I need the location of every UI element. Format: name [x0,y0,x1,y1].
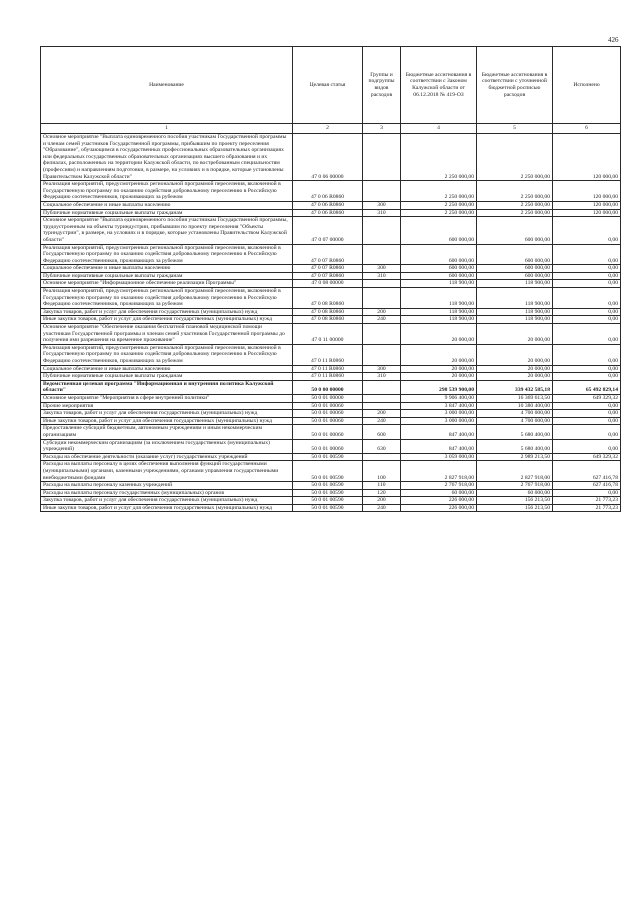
table-row [41,316,621,324]
executed-amount: 21 773,23 [553,504,621,512]
law-amount: 118 900,00 [401,288,477,309]
table-row [41,308,621,316]
table-row [41,497,621,505]
row-name: Расходы на выплаты персоналу государственных (муниципальных) органов [41,489,293,497]
table-row [41,417,621,425]
executed-amount: 0,00 [553,489,621,497]
table-row [41,453,621,461]
row-name: Реализация мероприятий, предусмотренных региональной программой переселения, включенной в Государственную программу по оказанию содействия добровольному переселению в Российскую Федерацию соотечественников, проживающих за рубежом [41,244,293,265]
law-amount: 20 000,00 [401,344,477,365]
executed-amount: 0,00 [553,308,621,316]
revised-amount: 600 000,00 [477,272,553,280]
revised-amount: 118 900,00 [477,288,553,309]
revised-amount: 118 900,00 [477,316,553,324]
expense-group [363,402,401,410]
table-row [41,209,621,217]
executed-amount: 0,00 [553,244,621,265]
table-row [41,344,621,365]
law-amount: 3 059 000,00 [401,453,477,461]
executed-amount: 120 000,00 [553,209,621,217]
expense-group [363,280,401,288]
expense-group [363,324,401,345]
revised-amount: 600 000,00 [477,244,553,265]
law-amount: 847 400,00 [401,425,477,439]
target-code: 47 0 07 R0860 [293,272,363,280]
row-name: Прочие мероприятия [41,402,293,410]
expense-group: 110 [363,482,401,490]
header-cell: Группы и подгруппы видов расходов [363,47,401,124]
law-amount: 3 000 000,00 [401,417,477,425]
target-code: 50 0 01 00060 [293,417,363,425]
target-code: 47 0 07 R0860 [293,265,363,273]
law-amount: 20 000,00 [401,324,477,345]
revised-amount: 600 000,00 [477,265,553,273]
expense-group: 310 [363,209,401,217]
table-row [41,461,621,482]
column-number: 3 [363,124,401,134]
target-code: 50 0 01 00060 [293,425,363,439]
row-name: Основное мероприятие "Информационное обеспечение реализации Программы" [41,280,293,288]
target-code: 47 0 08 R0860 [293,308,363,316]
table-row [41,489,621,497]
law-amount: 2 250 000,00 [401,201,477,209]
executed-amount: 65 492 829,14 [553,380,621,394]
page-number: 426 [608,36,619,44]
executed-amount: 0,00 [553,425,621,439]
executed-amount: 649 329,32 [553,453,621,461]
executed-amount: 0,00 [553,288,621,309]
row-name: Предоставление субсидий бюджетным, автономным учреждениям и иным некоммерческим организациям [41,425,293,439]
target-code: 50 0 01 00590 [293,489,363,497]
law-amount: 2 250 000,00 [401,134,477,181]
executed-amount: 0,00 [553,265,621,273]
law-amount: 118 900,00 [401,308,477,316]
executed-amount: 0,00 [553,373,621,381]
table-row [41,365,621,373]
revised-amount: 2 250 000,00 [477,134,553,181]
law-amount: 60 000,00 [401,489,477,497]
row-name: Субсидии некоммерческим организациям (за исключением государственных (муниципальных) учреждений) [41,439,293,453]
law-amount: 118 900,00 [401,280,477,288]
law-amount: 600 000,00 [401,244,477,265]
target-code: 50 0 01 00590 [293,497,363,505]
row-name: Иные закупки товаров, работ и услуг для обеспечения государственных (муниципальных) нужд [41,417,293,425]
header-row [41,47,621,124]
law-amount: 226 000,00 [401,497,477,505]
executed-amount: 0,00 [553,417,621,425]
target-code: 47 0 08 R0860 [293,288,363,309]
executed-amount: 0,00 [553,272,621,280]
revised-amount: 5 680 400,00 [477,425,553,439]
executed-amount: 0,00 [553,316,621,324]
table-row [41,181,621,202]
law-amount: 3 000 000,00 [401,410,477,418]
column-number-row [41,124,621,134]
revised-amount: 20 000,00 [477,344,553,365]
expense-group: 630 [363,439,401,453]
target-code: 50 0 01 00060 [293,439,363,453]
expense-group: 100 [363,461,401,482]
executed-amount: 0,00 [553,344,621,365]
revised-amount: 20 000,00 [477,365,553,373]
revised-amount: 60 000,00 [477,489,553,497]
executed-amount: 0,00 [553,365,621,373]
column-number: 6 [553,124,621,134]
revised-amount: 2 250 000,00 [477,201,553,209]
budget-table [40,46,621,512]
table-row [41,272,621,280]
revised-amount: 2 989 213,50 [477,453,553,461]
table-row [41,410,621,418]
expense-group [363,453,401,461]
column-number: 1 [41,124,293,134]
row-name: Социальное обеспечение и иные выплаты населению [41,265,293,273]
target-code: 47 0 11 R0860 [293,373,363,381]
law-amount: 600 000,00 [401,217,477,244]
table-row [41,280,621,288]
expense-group: 200 [363,497,401,505]
executed-amount: 21 773,23 [553,497,621,505]
row-name: Реализация мероприятий, предусмотренных региональной программой переселения, включенной в Государственную программу по оказанию содействия добровольному переселению в Российскую Федерацию соотечественников, проживающих за рубежом [41,181,293,202]
table-row [41,324,621,345]
expense-group: 200 [363,410,401,418]
revised-amount: 20 000,00 [477,373,553,381]
target-code: 47 0 06 00000 [293,134,363,181]
table-row [41,373,621,381]
executed-amount: 120 000,00 [553,201,621,209]
expense-group: 310 [363,272,401,280]
table-row [41,439,621,453]
expense-group [363,217,401,244]
header-cell: Целевая статья [293,47,363,124]
table-row [41,380,621,394]
target-code: 50 0 01 00590 [293,453,363,461]
law-amount: 2 767 918,00 [401,482,477,490]
expense-group [363,380,401,394]
target-code: 47 0 06 R0860 [293,201,363,209]
column-number: 2 [293,124,363,134]
law-amount: 2 250 000,00 [401,181,477,202]
row-name: Основное мероприятие "Выплата единовременного пособия участникам Государственной программы и членам семей участников Государственной программы, прибывшим по проекту переселения "Образование", обучающимся в государственных профессиональных образовательных организациях или федеральных государственных образовательных организациях высшего образования и их филиалах, расположенных на территории Калужской области, по востребованным специальностям (профессиям) и направлениям подготовки, в размере, на условиях и в порядке, которые установлены Правительством Калужской области" [41,134,293,181]
target-code: 50 0 00 00000 [293,380,363,394]
table-row [41,288,621,309]
revised-amount: 2 827 918,00 [477,461,553,482]
row-name: Основное мероприятие "Обеспечение оказания бесплатной плановой медицинской помощи участникам Государственной программы и членам семей участников Государственной программы до получения ими разрешения на временное проживание" [41,324,293,345]
target-code: 47 0 11 00000 [293,324,363,345]
expense-group: 240 [363,417,401,425]
table-body [41,134,621,512]
expense-group: 600 [363,425,401,439]
header-cell: Бюджетные ассигнования в соответствии с уточненной бюджетной росписью расходов [477,47,553,124]
revised-amount: 118 900,00 [477,308,553,316]
expense-group: 240 [363,504,401,512]
row-name: Закупка товаров, работ и услуг для обеспечения государственных (муниципальных) нужд [41,497,293,505]
table-row [41,402,621,410]
law-amount: 847 400,00 [401,439,477,453]
revised-amount: 2 250 000,00 [477,181,553,202]
executed-amount: 627 416,78 [553,461,621,482]
revised-amount: 2 250 000,00 [477,209,553,217]
executed-amount: 627 416,78 [553,482,621,490]
table-row [41,504,621,512]
row-name: Социальное обеспечение и иные выплаты населению [41,201,293,209]
target-code: 50 0 01 00060 [293,410,363,418]
revised-amount: 600 000,00 [477,217,553,244]
column-number: 4 [401,124,477,134]
revised-amount: 156 213,50 [477,504,553,512]
revised-amount: 4 700 000,00 [477,410,553,418]
revised-amount: 156 213,50 [477,497,553,505]
law-amount: 118 900,00 [401,316,477,324]
executed-amount: 0,00 [553,217,621,244]
table-row [41,394,621,402]
expense-group: 240 [363,316,401,324]
expense-group [363,134,401,181]
law-amount: 226 000,00 [401,504,477,512]
row-name: Ведомственная целевая программа "Информационная и внутренняя политика Калужской области" [41,380,293,394]
executed-amount: 0,00 [553,439,621,453]
table-row [41,134,621,181]
executed-amount: 0,00 [553,324,621,345]
law-amount: 600 000,00 [401,265,477,273]
row-name: Реализация мероприятий, предусмотренных региональной программой переселения, включенной в Государственную программу по оказанию содействия добровольному переселению в Российскую Федерацию соотечественников, проживающих за рубежом [41,344,293,365]
row-name: Расходы на обеспечение деятельности (оказание услуг) государственных учреждений [41,453,293,461]
table-row [41,201,621,209]
expense-group [363,288,401,309]
expense-group: 310 [363,373,401,381]
revised-amount: 339 432 585,18 [477,380,553,394]
target-code: 47 0 07 00000 [293,217,363,244]
law-amount: 9 906 400,00 [401,394,477,402]
target-code: 50 0 01 00060 [293,402,363,410]
row-name: Публичные нормативные социальные выплаты гражданам [41,272,293,280]
header-cell: Наименование [41,47,293,124]
expense-group [363,181,401,202]
expense-group: 200 [363,308,401,316]
law-amount: 298 539 900,00 [401,380,477,394]
table-row [41,265,621,273]
row-name: Расходы на выплаты персоналу казенных учреждений [41,482,293,490]
revised-amount: 16 369 613,50 [477,394,553,402]
expense-group: 300 [363,365,401,373]
revised-amount: 5 680 400,00 [477,439,553,453]
law-amount: 2 827 918,00 [401,461,477,482]
executed-amount: 120 000,00 [553,134,621,181]
target-code: 47 0 11 R0860 [293,365,363,373]
law-amount: 20 000,00 [401,365,477,373]
revised-amount: 118 900,00 [477,280,553,288]
header-cell: Исполнено [553,47,621,124]
row-name: Иные закупки товаров, работ и услуг для обеспечения государственных (муниципальных) нужд [41,504,293,512]
table-row [41,217,621,244]
law-amount: 2 250 000,00 [401,209,477,217]
table-row [41,244,621,265]
executed-amount: 120 000,00 [553,181,621,202]
row-name: Закупка товаров, работ и услуг для обеспечения государственных (муниципальных) нужд [41,308,293,316]
revised-amount: 4 700 000,00 [477,417,553,425]
law-amount: 3 847 400,00 [401,402,477,410]
executed-amount: 0,00 [553,410,621,418]
revised-amount: 10 380 400,00 [477,402,553,410]
revised-amount: 2 767 918,00 [477,482,553,490]
row-name: Расходы на выплаты персоналу в целях обеспечения выполнения функций государственными (муниципальными) органами, казенными учреждениями, органами управления государственными внебюджетными фондами [41,461,293,482]
target-code: 47 0 06 R0860 [293,181,363,202]
expense-group: 300 [363,201,401,209]
target-code: 47 0 08 00000 [293,280,363,288]
executed-amount: 0,00 [553,402,621,410]
target-code: 47 0 06 R0860 [293,209,363,217]
expense-group [363,344,401,365]
table-row [41,425,621,439]
row-name: Основное мероприятие "Мероприятия в сфере внутренней политики" [41,394,293,402]
expense-group [363,394,401,402]
revised-amount: 20 000,00 [477,324,553,345]
target-code: 47 0 11 R0860 [293,344,363,365]
row-name: Публичные нормативные социальные выплаты гражданам [41,209,293,217]
target-code: 50 0 01 00590 [293,504,363,512]
row-name: Основное мероприятие "Выплата единовременного пособия участникам Государственной программы, трудоустроенным на объекты туриндустрии, прибывшим по проекту переселения "Объекты туриндустрии", в размере, на условиях и в порядке, которые установлены Правительством Калужской области" [41,217,293,244]
target-code: 50 0 01 00590 [293,461,363,482]
target-code: 50 0 01 00590 [293,482,363,490]
law-amount: 20 000,00 [401,373,477,381]
expense-group: 300 [363,265,401,273]
expense-group: 120 [363,489,401,497]
target-code: 47 0 08 R0860 [293,316,363,324]
row-name: Реализация мероприятий, предусмотренных региональной программой переселения, включенной в Государственную программу по оказанию содействия добровольному переселению в Российскую Федерацию соотечественников, проживающих за рубежом [41,288,293,309]
column-number: 5 [477,124,553,134]
table-row [41,482,621,490]
law-amount: 600 000,00 [401,272,477,280]
row-name: Публичные нормативные социальные выплаты гражданам [41,373,293,381]
header-cell: Бюджетные ассигнования в соответствии с Законом Калужской области от 06.12.2018 № 419-ОЗ [401,47,477,124]
executed-amount: 0,00 [553,280,621,288]
expense-group [363,244,401,265]
row-name: Иные закупки товаров, работ и услуг для обеспечения государственных (муниципальных) нужд [41,316,293,324]
row-name: Закупка товаров, работ и услуг для обеспечения государственных (муниципальных) нужд [41,410,293,418]
row-name: Социальное обеспечение и иные выплаты населению [41,365,293,373]
target-code: 47 0 07 R0860 [293,244,363,265]
target-code: 50 0 01 00000 [293,394,363,402]
executed-amount: 649 329,32 [553,394,621,402]
